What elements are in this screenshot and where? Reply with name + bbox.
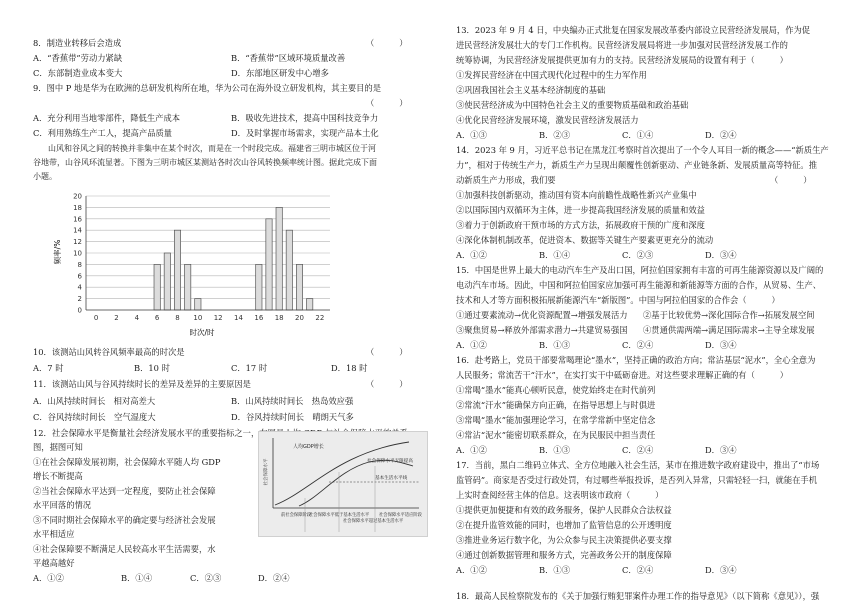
q8-option-a: A．“香蕉带”劳动力紧缺 (33, 53, 123, 63)
chart-y-axis-label: 频率/% (53, 239, 62, 265)
q12-option-d: D．②④ (258, 573, 290, 583)
q11-option-d: D．谷风持续时间长 晴朗天气多 (231, 412, 354, 422)
chart-x-axis-label: 时次/时 (189, 328, 215, 337)
q8-option-c: C．东部制造业成本变大 (33, 68, 123, 78)
q15-option-c: C．②④ (622, 340, 654, 350)
chart-bar-7 (164, 253, 170, 310)
q11-option-c: C．谷风持续时间长 空气湿度大 (33, 412, 156, 422)
q14-option-d: D．③④ (705, 250, 737, 260)
chart-bar-10 (195, 299, 201, 310)
q11-option-a: A．山风持续时间长 相对高差大 (33, 396, 156, 406)
q14-option-b: B．①④ (539, 250, 570, 260)
q10-answer-paren: （ ） (366, 347, 408, 357)
q12-answer-paren: （ ） (366, 442, 408, 452)
q12-stem: 12．社会保障水平是衡量社会经济发展水平的重要指标之一，右图是人均 GDP 与社会保障水平的关系 (33, 428, 408, 438)
q13-item-3: ③使民营经济成为中国特色社会主义的重要物质基础和政治基础 (456, 100, 689, 110)
intro-line-2: 谷地带，山谷风环流显著。下图为三明市城区某测站各时次山谷风转换频率统计图。据此完成下面 (33, 158, 377, 167)
q10-option-a: A．7 时 (33, 363, 64, 373)
q13-item-1: ①发挥民营经济在中国式现代化过程中的生力军作用 (456, 70, 647, 80)
chart-bar-8 (174, 230, 180, 310)
q9-option-d: D．及时掌握市场需求，实现产品本土化 (231, 128, 379, 138)
figure-stage-2: 社会保障水平低于基本生活水平 (309, 513, 370, 518)
q16-option-b: B．①③ (539, 445, 570, 455)
chart-x-tick-label: 18 (274, 314, 284, 322)
q16-item-2: ②常流“汗水”能确保方向正确，在指导思想上与时俱进 (456, 400, 656, 410)
q14-item-1: ①加强科技创新驱动，推动国有资本向前瞻性战略性新兴产业集中 (456, 190, 697, 200)
q15-option-a: A．①② (456, 340, 487, 350)
right-column (430, 0, 860, 606)
q17-line-1: 17．当前，黑白二维码立体式、全方位地融入社会生活，某市在推进数字政府建设中，推出了“市场 (456, 460, 820, 470)
q16-item-3: ③常喝“墨水”能加强理论学习，在常学常新中坚定信念 (456, 415, 656, 425)
q12-option-c: C．②③ (190, 573, 222, 583)
q14-line-1: 14．2023 年 9 月，习近平总书记在黑龙江考察时首次提出了一个令人耳目一新的概念——“新质生产 (456, 145, 829, 155)
q13-option-b: B．②③ (539, 130, 570, 140)
q13-item-4: ④优化民营经济发展环境，激发民营经济发展活力 (456, 115, 639, 125)
q17-item-2: ②在提升监管效能的同时，也增加了监管信息的公开透明度 (456, 520, 672, 530)
q12-option-a: A．①② (33, 573, 64, 583)
q17-option-b: B．①③ (539, 565, 570, 575)
q10-option-c: C．17 时 (231, 363, 268, 373)
q17-option-c: C．②④ (622, 565, 654, 575)
q9-option-b: B．吸收先进技术，提高中国科技竞争力 (231, 113, 379, 123)
q14-option-a: A．①② (456, 250, 487, 260)
q8-answer-paren: （ ） (366, 38, 408, 48)
chart-y-tick-label: 0 (77, 306, 82, 315)
chart-x-tick-label: 14 (234, 314, 243, 322)
q12-option-b: B．①④ (121, 573, 152, 583)
q12-item-1a: ①在社会保障发展初期，社会保障水平随人均 GDP (33, 457, 221, 467)
figure-stage-1: 前社会保障阶段 (281, 513, 312, 518)
q16-item-1: ①常喝“墨水”能真心顿听民意，使党始终走在时代前列 (456, 385, 656, 395)
intro-line-1: 山风和谷风之间的转换并非集中在某个时次，而是在一个时段完成。福建省三明市城区位于河 (48, 144, 376, 153)
q16-line-2: 人民服务；常流苦干“汗水”，在实打实干中砥砺奋进。对这些要求理解正确的有（ ） (456, 370, 789, 380)
q15-item-2: ②基于比较优势→深化国际合作→拓展发展空间 (643, 310, 815, 320)
q8-stem: 8．制造业转移后会造成 (33, 38, 122, 48)
q12-item-1b: 增长不断提高 (33, 471, 83, 481)
figure-label-basic: 基本生活水平线 (375, 476, 408, 481)
figure-label-gdp: 人均GDP增长 (293, 444, 324, 450)
q11-answer-paren: （ ） (366, 379, 408, 389)
chart-y-tick-label: 2 (77, 295, 82, 304)
gdp-growth-curve (275, 442, 409, 505)
chart-x-tick-label: 12 (213, 314, 223, 322)
chart-x-tick-label: 22 (315, 314, 325, 322)
q13-line-3: 统筹协调，为民营经济发展提供更加有力的支持。民营经济发展局的设置有利于（ ） (456, 55, 788, 65)
q15-item-3: ③聚焦贸易→释放外部需求潜力→共建贸易强国 (456, 325, 628, 335)
q13-option-c: C．①④ (622, 130, 654, 140)
chart-x-tick-label: 8 (175, 314, 180, 322)
frequency-bar-chart (52, 190, 342, 338)
q17-line-2: 监管码”。商家是否受过行政处罚，有过哪些举报投诉，是否列入异常，只需轻轻一扫，就能在手机 (456, 475, 818, 485)
figure-label-upper: 社会保障水平无限提高 (367, 459, 413, 464)
q12-item-3b: 水平相适应 (33, 529, 75, 539)
chart-x-tick-label: 6 (154, 314, 160, 322)
chart-bar-17 (266, 219, 272, 310)
q12-stem-cont: 图，据图可知 (33, 442, 83, 452)
q17-item-3: ③推进业务运行数字化，为公众参与民主决策提供必要支撑 (456, 535, 672, 545)
chart-x-tick-label: 10 (193, 314, 203, 322)
q17-item-1: ①提供更加便捷和有效的政务服务，保护人民群众合法权益 (456, 505, 672, 515)
q16-item-4: ④常沾“泥水”能密切联系群众，在为民服民中担当责任 (456, 430, 656, 440)
q9-option-a: A．充分利用当地零部件，降低生产成本 (33, 113, 181, 123)
figure-y-label: 社会保障水平 (264, 458, 269, 486)
q13-line-2: 进民营经济发展壮大的专门工作机构。民营经济发展局将进一步加强对民营经济发展工作的 (456, 40, 788, 50)
chart-grid (86, 196, 330, 310)
chart-y-tick-label: 18 (73, 203, 82, 212)
q10-stem: 10．该测站山风转谷风频率最高的时次是 (33, 347, 185, 357)
chart-x-tick-label: 2 (114, 314, 119, 322)
chart-y-tick-label: 6 (77, 272, 82, 281)
intro-line-3: 小题。 (33, 172, 57, 181)
figure-stage-3: 社会保障水平超过基本生活水平 (343, 519, 404, 524)
q15-item-1: ①通过要素流动→优化资源配置→增强发展活力 (456, 310, 628, 320)
q14-option-c: C．②③ (622, 250, 654, 260)
chart-bar-9 (185, 264, 191, 310)
chart-bar-16 (256, 264, 262, 310)
q9-option-c: C．利用熟练生产工人，提高产品质量 (33, 128, 173, 138)
q13-option-d: D．②④ (705, 130, 737, 140)
q10-option-d: D．18 时 (331, 363, 368, 373)
q17-option-d: D．③④ (705, 565, 737, 575)
chart-x-tick-label: 16 (254, 314, 264, 322)
q18-line-1: 18．最高人民检察院发布的《关于加强行贿犯罪案件办理工作的指导意见》（以下简称《意见》），强 (456, 591, 820, 601)
q12-item-2a: ②当社会保障水平达到一定程度，要防止社会保障 (33, 486, 216, 496)
q14-item-3: ③着力于创新政府干预市场的方式方法，拓展政府干预的广度和深度 (456, 220, 705, 230)
q17-item-4: ④通过创新数据管理和服务方式，完善政务公开的制度保障 (456, 550, 672, 560)
q10-option-b: B．10 时 (134, 363, 170, 373)
chart-x-tick-label: 0 (93, 314, 99, 322)
q13-line-1: 13．2023 年 9 月 4 日，中央编办正式批复在国家发展改革委内部设立民营经济发展局，作为促 (456, 25, 811, 35)
chart-bar-19 (286, 230, 292, 310)
chart-y-tick-label: 12 (73, 238, 82, 247)
q15-line-3: 技术和人才等方面积极拓展新能源汽车“新版图”。中国与阿拉伯国家的合作会（ ） (456, 295, 780, 305)
q14-answer-paren: （ ） (770, 175, 812, 185)
gdp-social-security-figure (258, 431, 428, 537)
q16-option-a: A．①② (456, 445, 487, 455)
chart-y-tick-label: 4 (77, 283, 82, 292)
chart-y-tick-label: 20 (73, 192, 82, 201)
q16-line-1: 16．赴考路上，党员干部要常喝理论“墨水”，坚持正确的政治方向；常沾基层“泥水”，全心全意为 (456, 355, 816, 365)
chart-y-tick-label: 14 (73, 226, 82, 235)
q11-option-b: B．山风持续时间长 热岛效应强 (231, 396, 354, 406)
q11-stem: 11．该测站山风与谷风持续时长的差异及差异的主要原因是 (33, 379, 251, 389)
chart-y-tick-label: 10 (73, 249, 82, 258)
q17-option-a: A．①② (456, 565, 487, 575)
chart-bars (154, 207, 313, 310)
chart-y-tick-label: 8 (77, 260, 82, 269)
q15-line-2: 电动汽车市场。因此，中国和阿拉伯国家应加强可再生能源和新能源等方面的合作，从贸易、生产、 (456, 280, 822, 290)
q14-line-2: 力”，相对于传统生产力，新质生产力呈现出颠覆性创新驱动、产业链条新、发展质量高等特征。推 (456, 160, 818, 170)
q15-item-4: ④贯通供需两端→满足国际需求→主导全球发展 (643, 325, 815, 335)
q17-line-3: 上实时查阅经营主体的信息。这表明该市政府（ ） (456, 490, 664, 500)
chart-x-tick-label: 4 (134, 314, 140, 322)
q12-item-4b: 平越高越好 (33, 558, 75, 568)
q8-option-d: D．东部地区研发中心增多 (231, 68, 329, 78)
q16-option-c: C．②④ (622, 445, 654, 455)
q15-line-1: 15．中国是世界上最大的电动汽车生产及出口国，阿拉伯国家拥有丰富的可再生能源资源以及广阔的 (456, 265, 824, 275)
q14-item-4: ④深化体制机制改革，促进资本、数据等关键生产要素更更充分的流动 (456, 235, 714, 245)
q14-item-2: ②以国际国内双循环为主体，进一步提高我国经济发展的质量和效益 (456, 205, 705, 215)
figure-stage-4: 社会保障水平适应阶段 (379, 513, 422, 518)
q14-line-3: 动新质生产力形成，我们要 (456, 175, 556, 185)
q12-item-4a: ④社会保障要不断满足人民较高水平生活需要，水 (33, 544, 216, 554)
q12-item-3a: ③不同时期社会保障水平的确定要与经济社会发展 (33, 515, 216, 525)
q16-option-d: D．③④ (705, 445, 737, 455)
chart-bar-6 (154, 264, 160, 310)
chart-bar-21 (307, 299, 313, 310)
chart-bar-20 (296, 264, 302, 310)
q9-answer-paren: （ ） (366, 98, 408, 108)
q8-option-b: B．“香蕉带”区域环境质量改善 (231, 53, 346, 63)
q13-item-2: ②巩固我国社会主义基本经济制度的基础 (456, 85, 606, 95)
social-security-curve (299, 460, 413, 506)
q12-item-2b: 水平回落的情况 (33, 500, 92, 510)
chart-bar-18 (276, 207, 282, 310)
q15-option-d: D．③④ (705, 340, 737, 350)
chart-y-tick-label: 16 (73, 215, 82, 224)
q15-option-b: B．①③ (539, 340, 570, 350)
chart-x-tick-label: 20 (295, 314, 304, 322)
q9-stem: 9．图中 P 地是华为在欧洲的总研发机构所在地，华为公司在海外设立研发机构，其主要目的是 (33, 83, 382, 93)
q13-option-a: A．①③ (456, 130, 487, 140)
